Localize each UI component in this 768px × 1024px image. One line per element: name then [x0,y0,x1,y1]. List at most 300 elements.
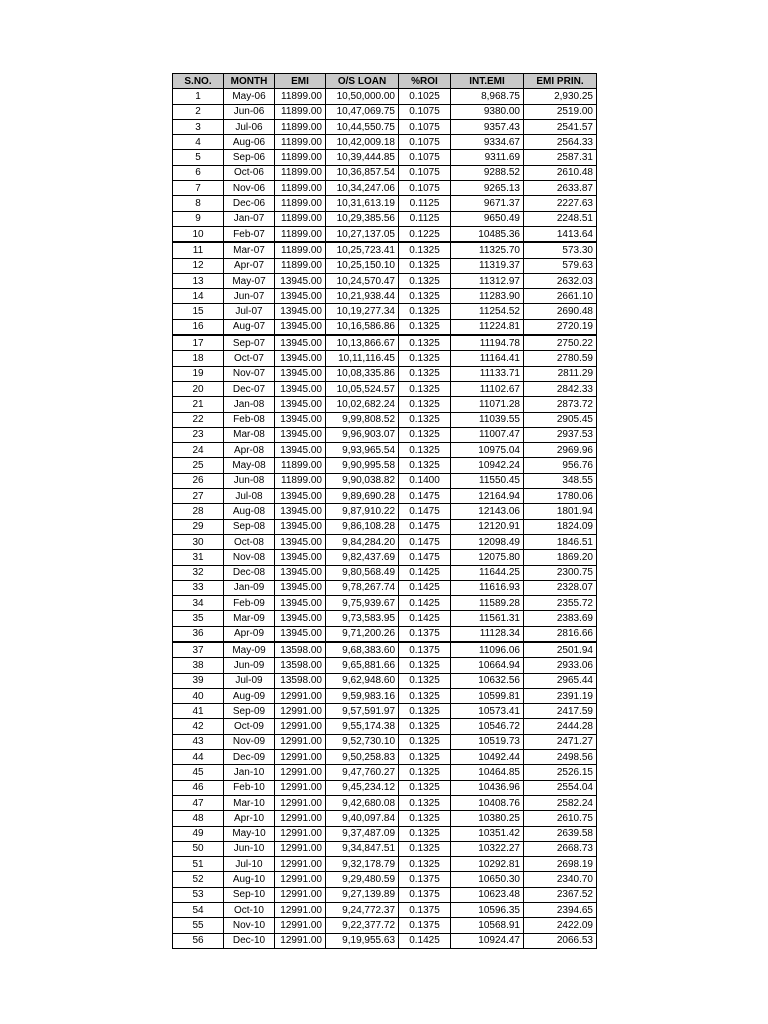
cell-month: Apr-07 [224,258,275,273]
table-row [173,673,597,688]
table-row [173,903,597,918]
cell-os-loan: 9,90,995.58 [326,458,399,473]
cell-roi: 0.1325 [399,289,451,304]
cell-emi: 12991.00 [275,704,326,719]
cell-month: Sep-10 [224,887,275,902]
cell-roi: 0.1375 [399,903,451,918]
table-row [173,765,597,780]
cell-int-emi: 11071.28 [451,397,524,412]
table-row [173,427,597,442]
cell-month: Jul-09 [224,673,275,688]
cell-month: Jul-08 [224,489,275,504]
cell-emi: 13945.00 [275,427,326,442]
cell-emi-prin: 2564.33 [524,135,597,150]
cell-int-emi: 9311.69 [451,150,524,165]
cell-emi: 12991.00 [275,780,326,795]
cell-roi: 0.1075 [399,150,451,165]
cell-sno: 53 [173,887,224,902]
cell-emi-prin: 2720.19 [524,319,597,335]
cell-roi: 0.1475 [399,519,451,534]
cell-int-emi: 12120.91 [451,519,524,534]
cell-sno: 11 [173,242,224,258]
cell-roi: 0.1075 [399,119,451,134]
cell-month: Jun-08 [224,473,275,488]
cell-month: Sep-09 [224,704,275,719]
cell-month: Sep-06 [224,150,275,165]
cell-emi: 13945.00 [275,273,326,288]
table-row [173,626,597,642]
cell-roi: 0.1325 [399,750,451,765]
cell-os-loan: 10,34,247.06 [326,181,399,196]
table-row [173,289,597,304]
cell-os-loan: 10,08,335.86 [326,366,399,381]
col-header-emi: EMI [275,74,326,89]
cell-roi: 0.1425 [399,596,451,611]
cell-emi-prin: 2498.56 [524,750,597,765]
cell-os-loan: 10,25,150.10 [326,258,399,273]
cell-month: Aug-07 [224,319,275,335]
cell-int-emi: 11224.81 [451,319,524,335]
cell-emi-prin: 1413.64 [524,226,597,242]
cell-roi: 0.1425 [399,611,451,626]
cell-emi-prin: 2227.63 [524,196,597,211]
table-row [173,258,597,273]
cell-emi-prin: 2501.94 [524,642,597,658]
cell-sno: 10 [173,226,224,242]
cell-emi: 12991.00 [275,795,326,810]
cell-emi: 13945.00 [275,519,326,534]
cell-sno: 22 [173,412,224,427]
cell-os-loan: 9,84,284.20 [326,534,399,549]
cell-emi: 11899.00 [275,119,326,134]
cell-emi-prin: 2422.09 [524,918,597,933]
cell-os-loan: 10,44,550.75 [326,119,399,134]
cell-sno: 28 [173,504,224,519]
cell-emi: 13945.00 [275,351,326,366]
cell-sno: 23 [173,427,224,442]
cell-os-loan: 9,65,881.66 [326,658,399,673]
table-row [173,534,597,549]
cell-int-emi: 11319.37 [451,258,524,273]
cell-roi: 0.1075 [399,165,451,180]
cell-sno: 54 [173,903,224,918]
cell-month: Nov-06 [224,181,275,196]
cell-month: Nov-08 [224,550,275,565]
cell-month: Aug-10 [224,872,275,887]
cell-emi-prin: 2554.04 [524,780,597,795]
cell-os-loan: 9,27,139.89 [326,887,399,902]
cell-os-loan: 10,05,524.57 [326,381,399,396]
cell-roi: 0.1325 [399,258,451,273]
cell-roi: 0.1325 [399,704,451,719]
cell-emi-prin: 2383.69 [524,611,597,626]
cell-os-loan: 9,34,847.51 [326,841,399,856]
cell-int-emi: 10322.27 [451,841,524,856]
cell-month: Jul-06 [224,119,275,134]
cell-emi: 12991.00 [275,826,326,841]
cell-emi: 13598.00 [275,642,326,658]
cell-roi: 0.1325 [399,458,451,473]
cell-roi: 0.1325 [399,351,451,366]
cell-int-emi: 11312.97 [451,273,524,288]
cell-sno: 30 [173,534,224,549]
cell-emi-prin: 2417.59 [524,704,597,719]
cell-month: May-06 [224,89,275,104]
table-row [173,704,597,719]
cell-emi-prin: 2698.19 [524,857,597,872]
cell-sno: 6 [173,165,224,180]
table-row [173,719,597,734]
cell-os-loan: 10,19,277.34 [326,304,399,319]
cell-emi: 11899.00 [275,104,326,119]
cell-roi: 0.1375 [399,642,451,658]
table-row [173,642,597,658]
cell-os-loan: 10,27,137.05 [326,226,399,242]
cell-int-emi: 11007.47 [451,427,524,442]
cell-sno: 7 [173,181,224,196]
cell-emi: 13945.00 [275,596,326,611]
cell-os-loan: 9,50,258.83 [326,750,399,765]
cell-os-loan: 9,89,690.28 [326,489,399,504]
table-row [173,519,597,534]
cell-int-emi: 11039.55 [451,412,524,427]
cell-sno: 17 [173,335,224,351]
cell-int-emi: 10650.30 [451,872,524,887]
cell-emi: 12991.00 [275,750,326,765]
cell-month: Feb-07 [224,226,275,242]
cell-month: Oct-09 [224,719,275,734]
cell-sno: 21 [173,397,224,412]
cell-emi: 13945.00 [275,381,326,396]
cell-sno: 3 [173,119,224,134]
cell-sno: 5 [173,150,224,165]
cell-emi: 13945.00 [275,289,326,304]
table-row [173,596,597,611]
cell-month: Jul-10 [224,857,275,872]
cell-emi-prin: 2582.24 [524,795,597,810]
cell-os-loan: 9,40,097.84 [326,811,399,826]
cell-roi: 0.1375 [399,626,451,642]
cell-int-emi: 12075.80 [451,550,524,565]
cell-roi: 0.1325 [399,765,451,780]
table-row [173,473,597,488]
cell-emi: 11899.00 [275,89,326,104]
cell-sno: 46 [173,780,224,795]
cell-emi: 11899.00 [275,135,326,150]
cell-sno: 43 [173,734,224,749]
cell-os-loan: 9,62,948.60 [326,673,399,688]
cell-roi: 0.1325 [399,734,451,749]
table-row [173,826,597,841]
cell-emi-prin: 2933.06 [524,658,597,673]
col-header-sno: S.NO. [173,74,224,89]
cell-int-emi: 9357.43 [451,119,524,134]
cell-roi: 0.1325 [399,273,451,288]
cell-sno: 33 [173,580,224,595]
cell-emi: 11899.00 [275,242,326,258]
cell-int-emi: 11616.93 [451,580,524,595]
cell-sno: 15 [173,304,224,319]
cell-emi: 13945.00 [275,304,326,319]
cell-sno: 1 [173,89,224,104]
cell-sno: 29 [173,519,224,534]
cell-int-emi: 9265.13 [451,181,524,196]
table-row [173,335,597,351]
cell-roi: 0.1475 [399,534,451,549]
cell-os-loan: 9,45,234.12 [326,780,399,795]
cell-int-emi: 10380.25 [451,811,524,826]
cell-emi: 13945.00 [275,611,326,626]
cell-roi: 0.1325 [399,304,451,319]
cell-roi: 0.1325 [399,319,451,335]
table-row [173,273,597,288]
cell-int-emi: 11550.45 [451,473,524,488]
cell-os-loan: 9,32,178.79 [326,857,399,872]
table-row [173,887,597,902]
table-row [173,366,597,381]
col-header-month: MONTH [224,74,275,89]
cell-os-loan: 9,82,437.69 [326,550,399,565]
cell-int-emi: 11096.06 [451,642,524,658]
cell-roi: 0.1125 [399,196,451,211]
table-row [173,412,597,427]
cell-emi: 13945.00 [275,489,326,504]
cell-os-loan: 10,25,723.41 [326,242,399,258]
cell-int-emi: 11561.31 [451,611,524,626]
cell-emi: 12991.00 [275,872,326,887]
cell-emi: 11899.00 [275,181,326,196]
cell-roi: 0.1325 [399,658,451,673]
table-row [173,658,597,673]
cell-int-emi: 12164.94 [451,489,524,504]
cell-month: Aug-06 [224,135,275,150]
cell-emi: 12991.00 [275,933,326,948]
cell-sno: 37 [173,642,224,658]
cell-int-emi: 10664.94 [451,658,524,673]
cell-month: Dec-09 [224,750,275,765]
cell-os-loan: 10,47,069.75 [326,104,399,119]
cell-month: Nov-09 [224,734,275,749]
cell-roi: 0.1375 [399,918,451,933]
cell-os-loan: 9,42,680.08 [326,795,399,810]
cell-int-emi: 9650.49 [451,211,524,226]
cell-roi: 0.1325 [399,795,451,810]
table-row [173,918,597,933]
cell-month: Feb-08 [224,412,275,427]
cell-sno: 13 [173,273,224,288]
cell-sno: 44 [173,750,224,765]
cell-os-loan: 9,96,903.07 [326,427,399,442]
cell-emi: 13945.00 [275,580,326,595]
cell-emi-prin: 2391.19 [524,688,597,703]
cell-os-loan: 10,11,116.45 [326,351,399,366]
cell-emi-prin: 2632.03 [524,273,597,288]
table-row [173,795,597,810]
cell-roi: 0.1325 [399,688,451,703]
cell-month: Oct-10 [224,903,275,918]
cell-emi: 11899.00 [275,211,326,226]
cell-emi-prin: 2066.53 [524,933,597,948]
cell-emi-prin: 2639.58 [524,826,597,841]
cell-int-emi: 10408.76 [451,795,524,810]
cell-emi-prin: 1801.94 [524,504,597,519]
table-row [173,458,597,473]
cell-int-emi: 10975.04 [451,443,524,458]
cell-os-loan: 10,50,000.00 [326,89,399,104]
cell-sno: 2 [173,104,224,119]
cell-sno: 19 [173,366,224,381]
cell-os-loan: 9,87,910.22 [326,504,399,519]
table-row [173,150,597,165]
cell-month: Sep-08 [224,519,275,534]
cell-int-emi: 11133.71 [451,366,524,381]
cell-month: Jun-10 [224,841,275,856]
cell-os-loan: 9,73,583.95 [326,611,399,626]
cell-emi-prin: 2526.15 [524,765,597,780]
cell-sno: 20 [173,381,224,396]
table-row [173,89,597,104]
table-row [173,933,597,948]
cell-sno: 56 [173,933,224,948]
cell-month: Mar-10 [224,795,275,810]
cell-int-emi: 10623.48 [451,887,524,902]
cell-roi: 0.1325 [399,780,451,795]
cell-sno: 4 [173,135,224,150]
cell-month: Nov-10 [224,918,275,933]
cell-int-emi: 11283.90 [451,289,524,304]
cell-sno: 39 [173,673,224,688]
cell-roi: 0.1075 [399,104,451,119]
cell-sno: 9 [173,211,224,226]
cell-emi-prin: 573.30 [524,242,597,258]
cell-emi-prin: 2340.70 [524,872,597,887]
table-row [173,734,597,749]
cell-emi: 11899.00 [275,473,326,488]
cell-roi: 0.1125 [399,211,451,226]
cell-month: May-10 [224,826,275,841]
cell-emi: 13945.00 [275,565,326,580]
cell-emi-prin: 2541.57 [524,119,597,134]
cell-emi: 12991.00 [275,918,326,933]
cell-sno: 49 [173,826,224,841]
cell-emi-prin: 2610.48 [524,165,597,180]
cell-month: Sep-07 [224,335,275,351]
cell-emi: 12991.00 [275,887,326,902]
cell-sno: 51 [173,857,224,872]
cell-sno: 16 [173,319,224,335]
cell-os-loan: 9,75,939.67 [326,596,399,611]
cell-int-emi: 9380.00 [451,104,524,119]
cell-month: Jan-08 [224,397,275,412]
cell-emi-prin: 2248.51 [524,211,597,226]
cell-emi-prin: 2937.53 [524,427,597,442]
cell-emi-prin: 2969.96 [524,443,597,458]
cell-int-emi: 11128.34 [451,626,524,642]
cell-emi-prin: 2,930.25 [524,89,597,104]
cell-month: Apr-10 [224,811,275,826]
cell-os-loan: 10,13,866.67 [326,335,399,351]
cell-month: Feb-09 [224,596,275,611]
table-row [173,443,597,458]
cell-emi-prin: 2587.31 [524,150,597,165]
cell-sno: 18 [173,351,224,366]
cell-emi-prin: 2661.10 [524,289,597,304]
table-row [173,196,597,211]
table-row [173,565,597,580]
cell-emi: 13945.00 [275,534,326,549]
cell-month: Oct-08 [224,534,275,549]
cell-roi: 0.1325 [399,673,451,688]
cell-month: May-08 [224,458,275,473]
cell-month: Aug-09 [224,688,275,703]
cell-os-loan: 9,71,200.26 [326,626,399,642]
cell-roi: 0.1325 [399,443,451,458]
cell-emi-prin: 2328.07 [524,580,597,595]
cell-os-loan: 9,37,487.09 [326,826,399,841]
cell-emi-prin: 2355.72 [524,596,597,611]
col-header-emi-prin: EMI PRIN. [524,74,597,89]
cell-int-emi: 8,968.75 [451,89,524,104]
cell-int-emi: 11589.28 [451,596,524,611]
table-row [173,351,597,366]
cell-roi: 0.1225 [399,226,451,242]
cell-month: Mar-09 [224,611,275,626]
cell-sno: 38 [173,658,224,673]
cell-int-emi: 10596.35 [451,903,524,918]
cell-os-loan: 10,42,009.18 [326,135,399,150]
cell-month: Nov-07 [224,366,275,381]
cell-os-loan: 10,21,938.44 [326,289,399,304]
cell-roi: 0.1325 [399,242,451,258]
cell-os-loan: 9,55,174.38 [326,719,399,734]
cell-sno: 42 [173,719,224,734]
table-row [173,135,597,150]
cell-roi: 0.1425 [399,565,451,580]
cell-emi: 11899.00 [275,165,326,180]
cell-emi: 11899.00 [275,150,326,165]
cell-int-emi: 9288.52 [451,165,524,180]
cell-month: Jun-07 [224,289,275,304]
cell-month: Jan-10 [224,765,275,780]
cell-emi: 11899.00 [275,258,326,273]
cell-os-loan: 9,47,760.27 [326,765,399,780]
table-row [173,242,597,258]
table-row [173,504,597,519]
cell-sno: 12 [173,258,224,273]
cell-emi-prin: 2842.33 [524,381,597,396]
table-row [173,304,597,319]
cell-roi: 0.1325 [399,427,451,442]
cell-emi-prin: 1869.20 [524,550,597,565]
cell-month: Mar-07 [224,242,275,258]
cell-os-loan: 9,78,267.74 [326,580,399,595]
cell-roi: 0.1475 [399,489,451,504]
cell-emi-prin: 2610.75 [524,811,597,826]
col-header-os-loan: O/S LOAN [326,74,399,89]
cell-sno: 25 [173,458,224,473]
cell-emi: 12991.00 [275,903,326,918]
cell-os-loan: 9,59,983.16 [326,688,399,703]
cell-int-emi: 10632.56 [451,673,524,688]
cell-month: Jun-09 [224,658,275,673]
cell-roi: 0.1325 [399,381,451,396]
table-row [173,780,597,795]
cell-emi: 13945.00 [275,504,326,519]
table-row [173,181,597,196]
cell-emi: 13945.00 [275,319,326,335]
cell-sno: 41 [173,704,224,719]
table-row [173,104,597,119]
